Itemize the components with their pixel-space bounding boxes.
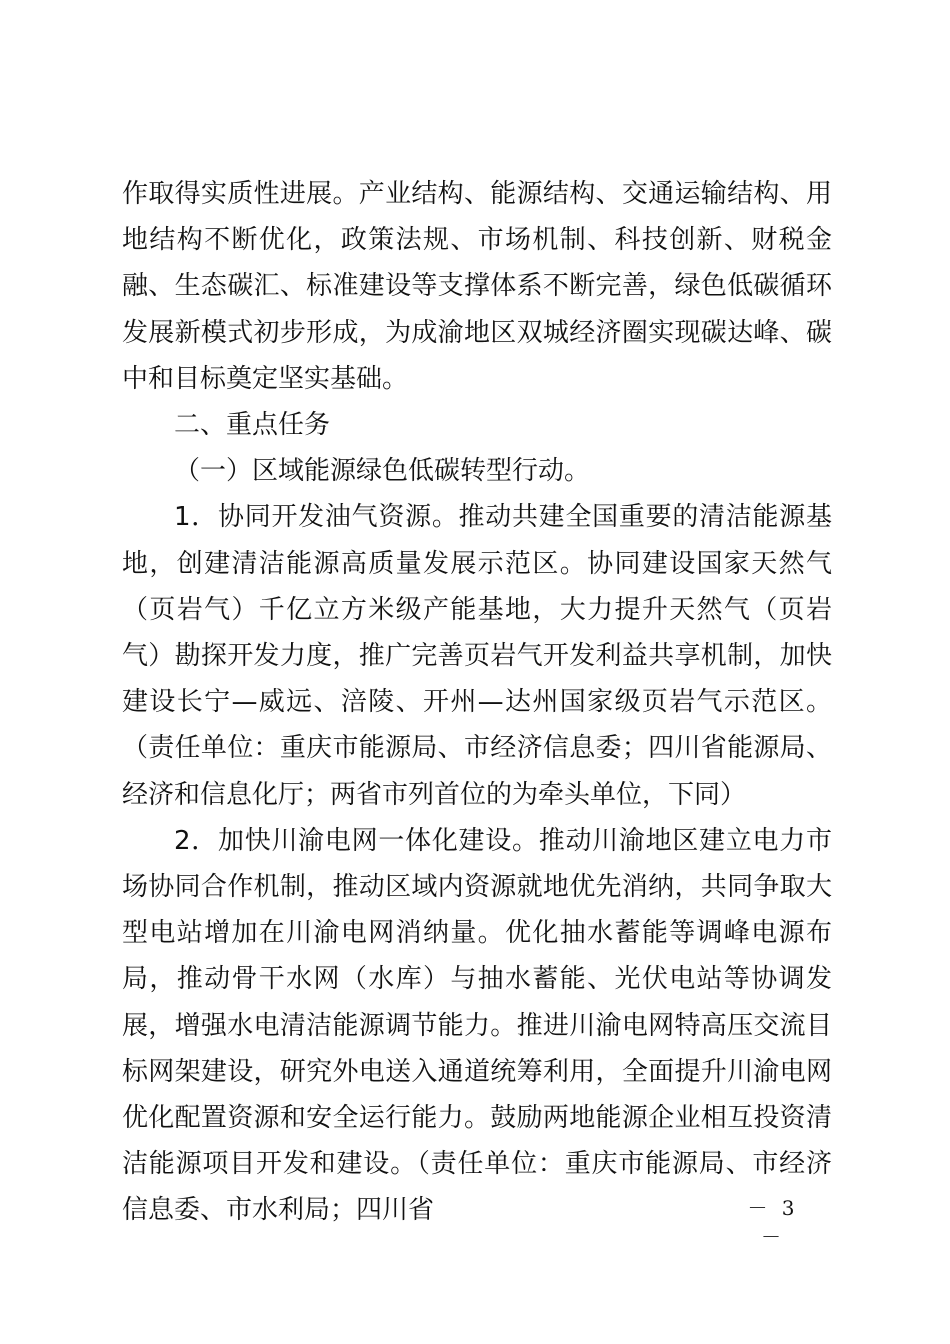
task-item-2: 2．加快川渝电网一体化建设。推动川渝地区建立电力市场协同合作机制，推动区域内资源就地优先消纳，共同争取大型电站增加在川渝电网消纳量。优化抽水蓄能等调峰电源布局，推动骨干水网（水库）与抽水蓄能、光伏电站等协调发展，增强水电清洁能源调节能力。推进川渝电网特高压交流目标网架建设，研究外电送入通道统筹利用，全面提升川渝电网优化配置资源和安全运行能力。鼓励两地能源企业相互投资清洁能源项目开发和建设。（责任单位：重庆市能源局、市经济信息委、市水利局；四川省 <box>122 825 832 1226</box>
task-item-1: 1．协同开发油气资源。推动共建全国重要的清洁能源基地，创建清洁能源高质量发展示范区。协同建设国家天然气（页岩气）千亿立方米级产能基地，大力提升天然气（页岩气）勘探开发力度，推广完善页岩气开发利益共享机制，加快建设长宁—威远、涪陵、开州—达州国家级页岩气示范区。（责任单位：重庆市能源局、市经济信息委；四川省能源局、经济和信息化厅；两省市列首位的为牵头单位，下同） <box>122 502 832 810</box>
document-body <box>122 171 832 1234</box>
page-number: － 3 － <box>747 1196 799 1249</box>
section-heading: 二、重点任务 <box>174 410 331 441</box>
paragraph-continuation: 作取得实质性进展。产业结构、能源结构、交通运输结构、用地结构不断优化，政策法规、市场机制、科技创新、财税金融、生态碳汇、标准建设等支撑体系不断完善，绿色低碳循环发展新模式初步形成，为成渝地区双城经济圈实现碳达峰、碳中和目标奠定坚实基础。 <box>122 179 832 394</box>
subsection-heading: （一）区域能源绿色低碳转型行动。 <box>174 456 591 487</box>
